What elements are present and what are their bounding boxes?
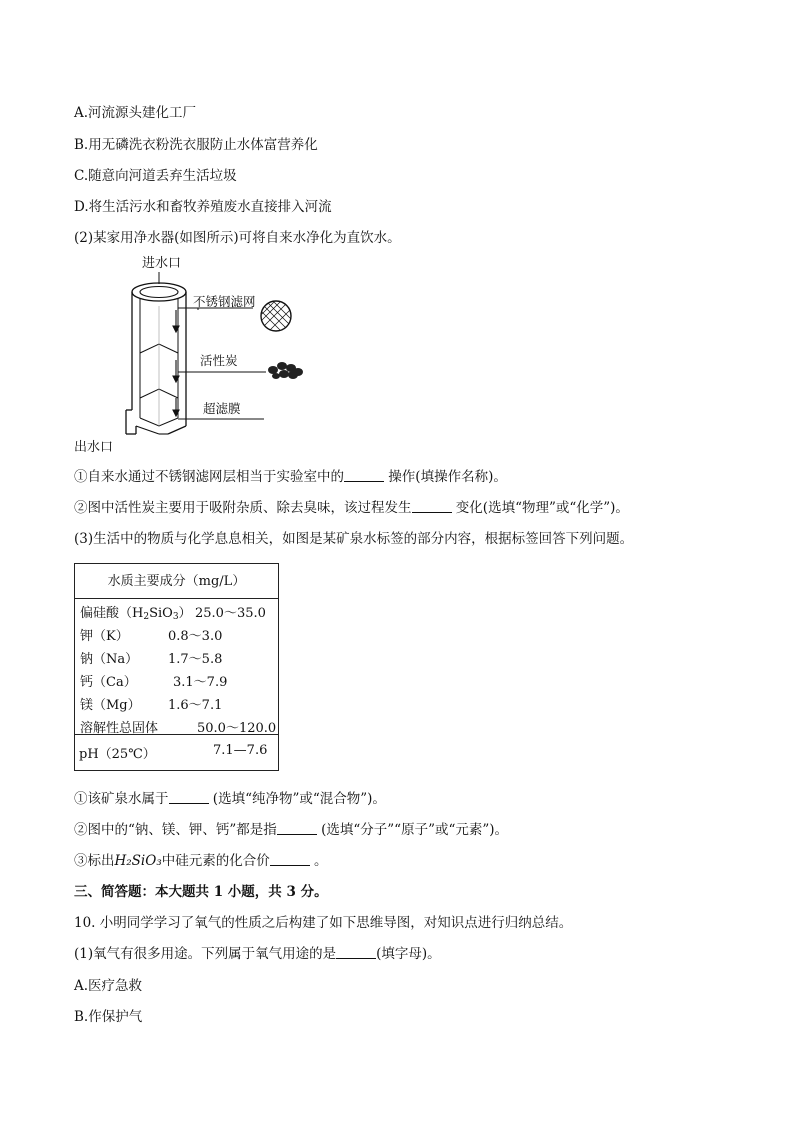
q3-sub1-tail: (选填“纯净物”或“混合物”)。 xyxy=(212,791,386,807)
q10-sub1 xyxy=(74,945,441,963)
inlet-label: 进水口 xyxy=(142,256,182,271)
mesh-label: 不锈钢滤网 xyxy=(193,294,256,309)
activated-carbon-icon xyxy=(268,362,303,379)
q2-sub2-tail: 变化(选填“物理”或“化学”)。 xyxy=(455,500,629,516)
q3-sub3-text: ③标出 xyxy=(74,853,115,869)
option-a: A.河流源头建化工厂 xyxy=(74,105,197,121)
formula: H₂SiO₃ xyxy=(114,853,162,869)
component-name: 钙（Ca） xyxy=(80,675,137,690)
q10-sub1-text: (1)氧气有很多用途。下列属于氧气用途的是 xyxy=(74,946,337,962)
label-row xyxy=(80,695,223,717)
component-name-end: ） xyxy=(178,606,192,621)
component-value: 50.0～120.0 xyxy=(197,721,277,736)
ph-label: pH（25℃） xyxy=(79,747,156,762)
answer-blank[interactable] xyxy=(412,500,452,513)
label-row xyxy=(80,603,266,625)
carbon-label: 活性炭 xyxy=(200,353,238,368)
q10-sub1-tail: (填字母)。 xyxy=(376,946,441,962)
membrane-label: 超滤膜 xyxy=(203,401,241,416)
q2-intro: (2)某家用净水器(如图所示)可将自来水净化为直饮水。 xyxy=(74,230,401,246)
component-name: 钠（Na） xyxy=(80,652,139,667)
answer-blank[interactable] xyxy=(336,946,376,959)
q3-intro: (3)生活中的物质与化学息息相关，如图是某矿泉水标签的部分内容，根据标签回答下列问题。 xyxy=(74,531,634,547)
component-value: 0.8～3.0 xyxy=(168,629,223,644)
q2-sub2 xyxy=(74,499,629,517)
component-name: 镁（Mg） xyxy=(80,698,141,713)
option-c: C.随意向河道丢弃生活垃圾 xyxy=(74,168,237,184)
component-value: 25.0～35.0 xyxy=(195,606,266,621)
component-value: 3.1～7.9 xyxy=(173,675,228,690)
component-name: 偏硅酸（H xyxy=(80,606,144,621)
inlet-opening-inner xyxy=(140,287,178,298)
component-value: 1.7～5.8 xyxy=(168,652,223,667)
q3-sub3-mid: 中硅元素的化合价 xyxy=(161,853,270,869)
subscript: 3 xyxy=(172,612,179,622)
q2-sub2-text: ②图中活性炭主要用于吸附杂质、除去臭味，该过程发生 xyxy=(74,500,412,516)
q2-sub1 xyxy=(74,468,507,486)
ph-value: 7.1—7.6 xyxy=(213,743,268,758)
q3-sub2-tail: (选填“分子”“原子”或“元素”)。 xyxy=(321,822,509,838)
option-b: B.用无磷洗衣粉洗衣服防止水体富营养化 xyxy=(74,137,318,153)
label-row xyxy=(80,649,223,671)
ph-row xyxy=(75,734,278,771)
water-purifier-diagram xyxy=(74,248,318,458)
mineral-water-label xyxy=(74,563,279,771)
q2-sub1-text: ①自来水通过不锈钢滤网层相当于实验室中的 xyxy=(74,469,344,485)
component-value: 1.6～7.1 xyxy=(168,698,223,713)
answer-blank[interactable] xyxy=(270,853,310,866)
component-name: 钾（K） xyxy=(80,629,129,644)
q3-sub2-text: ②图中的“钠、镁、钾、钙”都是指 xyxy=(74,822,277,838)
label-row xyxy=(80,626,223,648)
q3-sub2 xyxy=(74,821,508,839)
q10-option-b: B.作保护气 xyxy=(74,1009,143,1025)
answer-blank[interactable] xyxy=(169,791,209,804)
subscript: 2 xyxy=(143,612,150,622)
section-heading: 三、简答题：本大题共 1 小题，共 3 分。 xyxy=(74,884,328,900)
q10-intro: 10. 小明同学学习了氧气的性质之后构建了如下思维导图，对知识点进行归纳总结。 xyxy=(74,915,573,931)
outlet-label: 出水口 xyxy=(74,440,114,455)
q2-sub1-tail: 操作(填操作名称)。 xyxy=(388,469,507,485)
label-row xyxy=(80,672,228,694)
q3-sub1 xyxy=(74,790,386,808)
q3-sub3-end: 。 xyxy=(314,853,328,869)
answer-blank[interactable] xyxy=(277,822,317,835)
component-name-mid: SiO xyxy=(149,606,173,621)
mesh-icon xyxy=(261,301,291,331)
q3-sub3 xyxy=(74,852,328,870)
label-header: 水质主要成分（mg/L） xyxy=(75,564,278,599)
answer-blank[interactable] xyxy=(344,469,384,482)
component-name: 溶解性总固体 xyxy=(80,721,159,736)
option-d: D.将生活污水和畜牧养殖废水直接排入河流 xyxy=(74,199,332,215)
q3-sub1-text: ①该矿泉水属于 xyxy=(74,791,169,807)
q10-option-a: A.医疗急救 xyxy=(74,978,143,994)
